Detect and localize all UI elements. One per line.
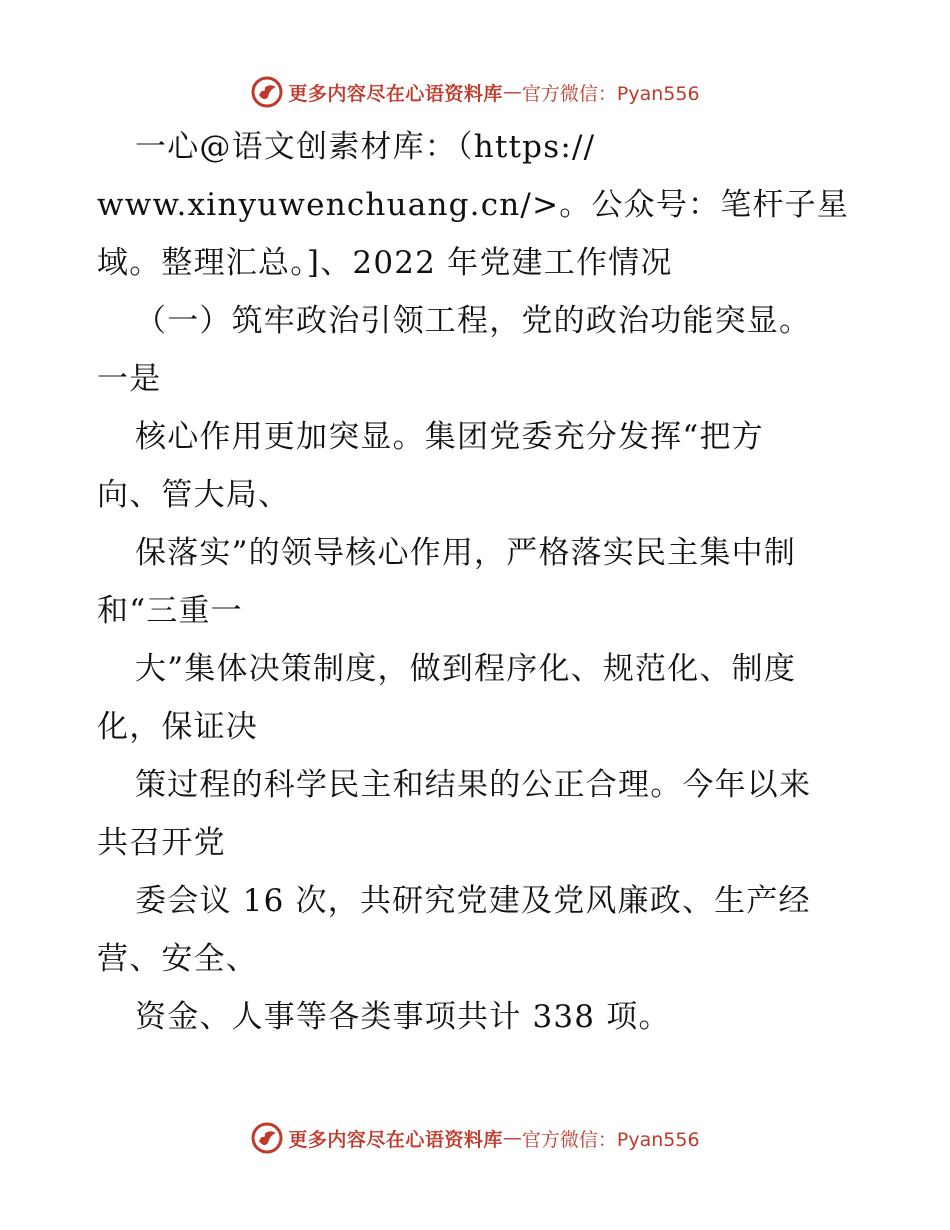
watermark-separator: —: [502, 1127, 522, 1149]
text-line: 委会议 16 次，共研究党建及党风廉政、生产经: [135, 883, 811, 919]
text-line: 策过程的科学民主和结果的公正合理。今年以来: [135, 767, 812, 803]
logo-icon: [250, 75, 284, 109]
text-line: 和“三重一: [97, 593, 243, 629]
logo-icon: [250, 1121, 284, 1155]
text-line: 营、安全、: [97, 941, 258, 977]
watermark-text: 更多内容尽在心语资料库: [288, 82, 503, 105]
watermark-contact: 官方微信：Pyan556: [521, 1128, 700, 1151]
header-watermark: [0, 72, 950, 112]
text-line: 核心作用更加突显。集团党委充分发挥“把方: [135, 419, 764, 455]
watermark-text: 更多内容尽在心语资料库: [288, 1128, 503, 1151]
text-line: （一）筑牢政治引领工程，党的政治功能突显。: [135, 303, 812, 339]
text-line: 域。整理汇总。]、2022 年党建工作情况: [97, 245, 673, 281]
text-line: 大”集体决策制度，做到程序化、规范化、制度: [135, 651, 797, 687]
watermark-contact: 官方微信：Pyan556: [521, 82, 700, 105]
document-body: [97, 118, 857, 1046]
text-line: 共召开党: [97, 825, 226, 861]
text-line: 一心@语文创素材库：（https://: [135, 129, 596, 165]
text-line: 向、管大局、: [97, 477, 291, 513]
footer-watermark: [0, 1118, 950, 1158]
text-line: 保落实”的领导核心作用，严格落实民主集中制: [135, 535, 797, 571]
text-line: 一是: [97, 361, 162, 397]
text-line: 资金、人事等各类事项共计 338 项。: [135, 999, 671, 1035]
watermark-separator: —: [502, 81, 522, 103]
text-line: 化，保证决: [97, 709, 258, 745]
text-line: www.xinyuwenchuang.cn/>。公众号：笔杆子星: [97, 187, 850, 223]
